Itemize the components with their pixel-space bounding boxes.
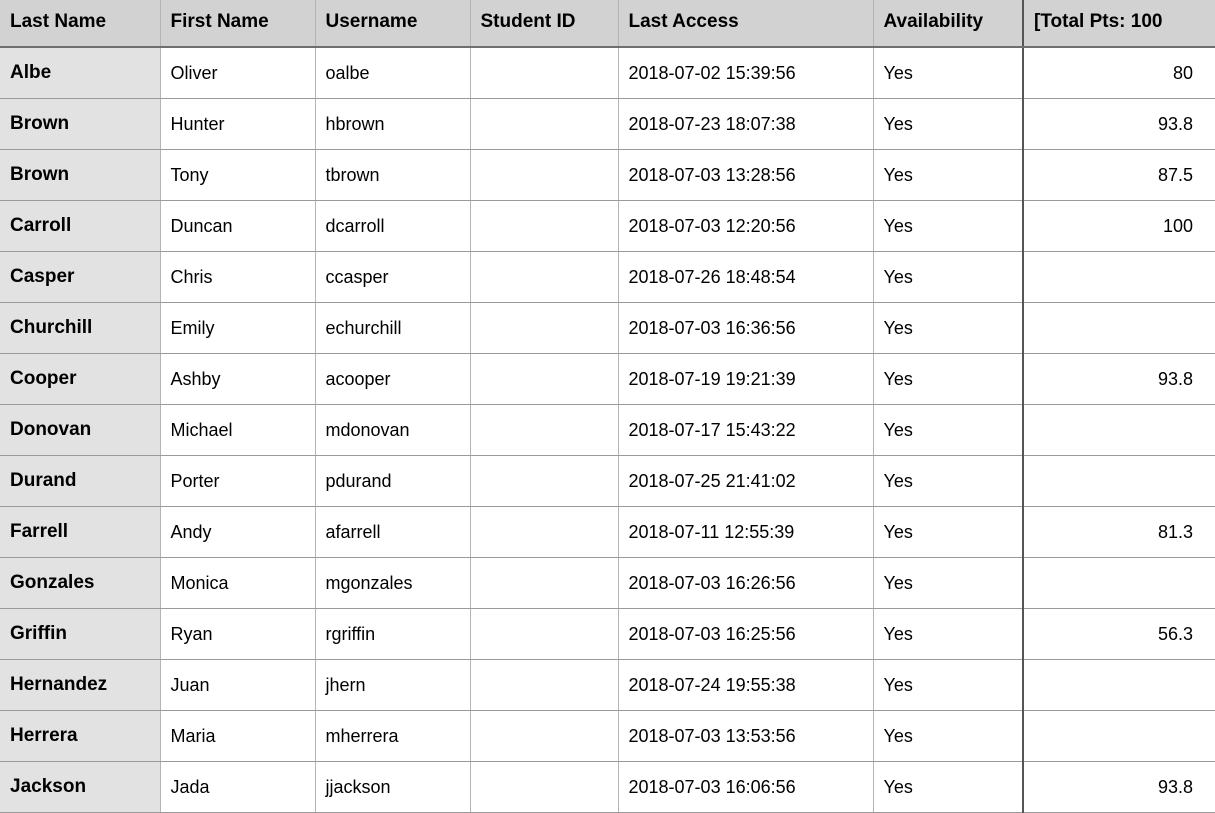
cell-total-points[interactable]: 81.3 — [1023, 507, 1215, 558]
cell-first-name: Porter — [160, 456, 315, 507]
table-header — [0, 0, 1215, 47]
cell-total-points[interactable] — [1023, 303, 1215, 354]
cell-last-name: Donovan — [0, 405, 160, 456]
cell-total-points[interactable] — [1023, 405, 1215, 456]
table-row[interactable] — [0, 507, 1215, 558]
cell-student-id — [470, 558, 618, 609]
cell-username: acooper — [315, 354, 470, 405]
cell-availability: Yes — [873, 150, 1023, 201]
cell-availability: Yes — [873, 762, 1023, 813]
cell-student-id — [470, 150, 618, 201]
header-row — [0, 0, 1215, 47]
table-body — [0, 47, 1215, 813]
cell-last-name: Farrell — [0, 507, 160, 558]
cell-first-name: Michael — [160, 405, 315, 456]
cell-username: echurchill — [315, 303, 470, 354]
cell-username: oalbe — [315, 47, 470, 99]
table-row[interactable] — [0, 354, 1215, 405]
cell-first-name: Hunter — [160, 99, 315, 150]
table-row[interactable] — [0, 47, 1215, 99]
table-row[interactable] — [0, 99, 1215, 150]
cell-student-id — [470, 201, 618, 252]
cell-last-name: Carroll — [0, 201, 160, 252]
cell-student-id — [470, 99, 618, 150]
column-header-first-name[interactable]: First Name — [160, 0, 315, 47]
cell-last-access: 2018-07-17 15:43:22 — [618, 405, 873, 456]
cell-total-points[interactable]: 93.8 — [1023, 354, 1215, 405]
cell-student-id — [470, 405, 618, 456]
cell-total-points[interactable] — [1023, 558, 1215, 609]
cell-last-name: Gonzales — [0, 558, 160, 609]
cell-first-name: Andy — [160, 507, 315, 558]
table-row[interactable] — [0, 660, 1215, 711]
cell-last-access: 2018-07-03 13:53:56 — [618, 711, 873, 762]
cell-last-name: Churchill — [0, 303, 160, 354]
table-row[interactable] — [0, 711, 1215, 762]
cell-availability: Yes — [873, 660, 1023, 711]
cell-last-access: 2018-07-23 18:07:38 — [618, 99, 873, 150]
cell-availability: Yes — [873, 507, 1023, 558]
cell-student-id — [470, 660, 618, 711]
cell-last-access: 2018-07-25 21:41:02 — [618, 456, 873, 507]
cell-student-id — [470, 354, 618, 405]
table-row[interactable] — [0, 558, 1215, 609]
cell-username: hbrown — [315, 99, 470, 150]
cell-first-name: Oliver — [160, 47, 315, 99]
cell-last-name: Hernandez — [0, 660, 160, 711]
cell-first-name: Ryan — [160, 609, 315, 660]
cell-total-points[interactable]: 93.8 — [1023, 99, 1215, 150]
table-row[interactable] — [0, 201, 1215, 252]
cell-student-id — [470, 252, 618, 303]
cell-last-access: 2018-07-26 18:48:54 — [618, 252, 873, 303]
table-row[interactable] — [0, 150, 1215, 201]
column-header-student-id[interactable]: Student ID — [470, 0, 618, 47]
table-row[interactable] — [0, 762, 1215, 813]
cell-first-name: Chris — [160, 252, 315, 303]
cell-last-name: Casper — [0, 252, 160, 303]
cell-username: jhern — [315, 660, 470, 711]
cell-username: afarrell — [315, 507, 470, 558]
cell-availability: Yes — [873, 711, 1023, 762]
cell-last-access: 2018-07-03 16:06:56 — [618, 762, 873, 813]
cell-last-name: Jackson — [0, 762, 160, 813]
cell-last-name: Griffin — [0, 609, 160, 660]
cell-availability: Yes — [873, 252, 1023, 303]
cell-student-id — [470, 303, 618, 354]
cell-first-name: Jada — [160, 762, 315, 813]
cell-username: ccasper — [315, 252, 470, 303]
cell-username: tbrown — [315, 150, 470, 201]
cell-student-id — [470, 609, 618, 660]
cell-last-name: Durand — [0, 456, 160, 507]
cell-last-access: 2018-07-03 16:36:56 — [618, 303, 873, 354]
table-row[interactable] — [0, 252, 1215, 303]
cell-first-name: Monica — [160, 558, 315, 609]
cell-username: rgriffin — [315, 609, 470, 660]
cell-availability: Yes — [873, 47, 1023, 99]
cell-last-name: Cooper — [0, 354, 160, 405]
cell-last-access: 2018-07-03 13:28:56 — [618, 150, 873, 201]
cell-last-access: 2018-07-02 15:39:56 — [618, 47, 873, 99]
cell-last-name: Brown — [0, 150, 160, 201]
cell-availability: Yes — [873, 405, 1023, 456]
column-header-last-name[interactable]: Last Name — [0, 0, 160, 47]
cell-student-id — [470, 711, 618, 762]
cell-availability: Yes — [873, 558, 1023, 609]
cell-last-name: Herrera — [0, 711, 160, 762]
cell-last-access: 2018-07-03 12:20:56 — [618, 201, 873, 252]
column-header-availability[interactable]: Availability — [873, 0, 1023, 47]
cell-last-name: Brown — [0, 99, 160, 150]
column-header-last-access[interactable]: Last Access — [618, 0, 873, 47]
cell-first-name: Juan — [160, 660, 315, 711]
cell-availability: Yes — [873, 303, 1023, 354]
cell-availability: Yes — [873, 354, 1023, 405]
cell-availability: Yes — [873, 99, 1023, 150]
cell-last-access: 2018-07-24 19:55:38 — [618, 660, 873, 711]
cell-student-id — [470, 456, 618, 507]
cell-first-name: Emily — [160, 303, 315, 354]
cell-availability: Yes — [873, 609, 1023, 660]
table-row[interactable] — [0, 303, 1215, 354]
cell-total-points[interactable]: 93.8 — [1023, 762, 1215, 813]
cell-total-points[interactable]: 56.3 — [1023, 609, 1215, 660]
cell-total-points[interactable] — [1023, 252, 1215, 303]
cell-last-access: 2018-07-19 19:21:39 — [618, 354, 873, 405]
table-row[interactable] — [0, 456, 1215, 507]
cell-total-points[interactable] — [1023, 660, 1215, 711]
cell-student-id — [470, 762, 618, 813]
cell-first-name: Duncan — [160, 201, 315, 252]
cell-first-name: Ashby — [160, 354, 315, 405]
table-row[interactable] — [0, 609, 1215, 660]
cell-last-access: 2018-07-03 16:26:56 — [618, 558, 873, 609]
cell-last-access: 2018-07-03 16:25:56 — [618, 609, 873, 660]
cell-availability: Yes — [873, 201, 1023, 252]
cell-student-id — [470, 47, 618, 99]
cell-first-name: Tony — [160, 150, 315, 201]
cell-username: jjackson — [315, 762, 470, 813]
cell-availability: Yes — [873, 456, 1023, 507]
cell-username: mdonovan — [315, 405, 470, 456]
cell-total-points[interactable]: 100 — [1023, 201, 1215, 252]
column-header-total-points[interactable]: [Total Pts: 100 — [1023, 0, 1215, 47]
cell-username: dcarroll — [315, 201, 470, 252]
cell-student-id — [470, 507, 618, 558]
cell-last-access: 2018-07-11 12:55:39 — [618, 507, 873, 558]
cell-last-name: Albe — [0, 47, 160, 99]
cell-first-name: Maria — [160, 711, 315, 762]
cell-username: mherrera — [315, 711, 470, 762]
table-row[interactable] — [0, 405, 1215, 456]
cell-total-points[interactable]: 80 — [1023, 47, 1215, 99]
column-header-username[interactable]: Username — [315, 0, 470, 47]
cell-total-points[interactable] — [1023, 711, 1215, 762]
cell-total-points[interactable]: 87.5 — [1023, 150, 1215, 201]
cell-total-points[interactable] — [1023, 456, 1215, 507]
cell-username: mgonzales — [315, 558, 470, 609]
cell-username: pdurand — [315, 456, 470, 507]
